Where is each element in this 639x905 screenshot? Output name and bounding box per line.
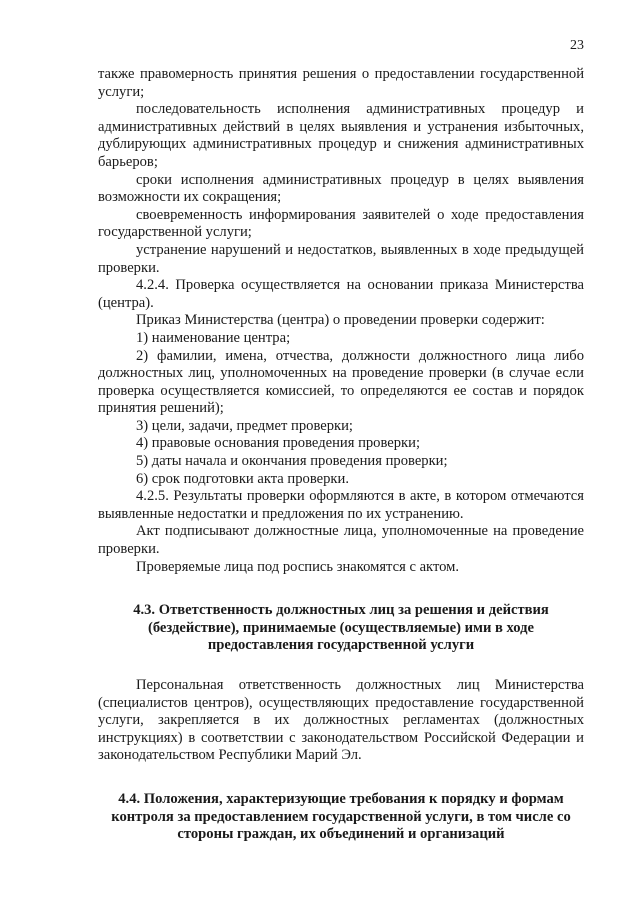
- paragraph: 1) наименование центра;: [136, 329, 291, 346]
- paragraph: сроки исполнения административных процедур в целях выявления возможности их сокращения;: [98, 171, 584, 206]
- document-body: [98, 66, 584, 844]
- section-4-3-paragraph: Персональная ответственность должностных лиц Министерства (специалистов центров), осуществляющих предоставление государственной услуги, закрепляется в их должностных регламентах (должностных инструкциях) в соответствии с законодательством Российской Федерации и законодательством Республики Марий Эл.: [98, 677, 584, 764]
- section-4-2-continuation: [98, 66, 584, 576]
- paragraph: Приказ Министерства (центра) о проведении проверки содержит:: [136, 312, 545, 329]
- section-heading-4-4: 4.4. Положения, характеризующие требования к порядку и формам контроля за предоставлением государственной услуги, в том числе со стороны граждан, их объединений и организаций: [111, 790, 571, 843]
- paragraph: 4.2.5. Результаты проверки оформляются в акте, в котором отмечаются выявленные недостатки и предложения по их устранению.: [98, 488, 584, 522]
- paragraph: 6) срок подготовки акта проверки.: [136, 470, 349, 487]
- paragraph: своевременность информирования заявителей о ходе предоставления государственной услуги;: [98, 206, 584, 241]
- paragraph: также правомерность принятия решения о предоставлении государственной услуги;: [98, 66, 584, 100]
- paragraph: 2) фамилии, имена, отчества, должности должностного лица либо должностных лиц, уполномоченных на проведение проверки (в случае если проверка осуществляется комиссией, то определяются ее состав и порядок принятия решений);: [98, 347, 584, 417]
- paragraph: последовательность исполнения административных процедур и административных действий в целях выявления и устранения избыточных, дублирующих административных процедур и снижения административных барьеров;: [98, 101, 584, 170]
- paragraph: устранение нарушений и недостатков, выявленных в ходе предыдущей проверки.: [98, 241, 584, 276]
- paragraph: 4) правовые основания проведения проверки;: [136, 435, 421, 452]
- section-heading-4-3: 4.3. Ответственность должностных лиц за решения и действия (бездействие), принимаемые (осуществляемые) ими в ходе предоставления государственной услуги: [133, 602, 549, 654]
- page-number: 23: [570, 38, 584, 53]
- paragraph: Проверяемые лица под роспись знакомятся с актом.: [136, 558, 460, 575]
- paragraph: 3) цели, задачи, предмет проверки;: [136, 417, 353, 434]
- paragraph: 4.2.4. Проверка осуществляется на основании приказа Министерства (центра).: [98, 277, 584, 311]
- paragraph: 5) даты начала и окончания проведения проверки;: [136, 453, 448, 470]
- paragraph: Акт подписывают должностные лица, уполномоченные на проведение проверки.: [98, 523, 584, 558]
